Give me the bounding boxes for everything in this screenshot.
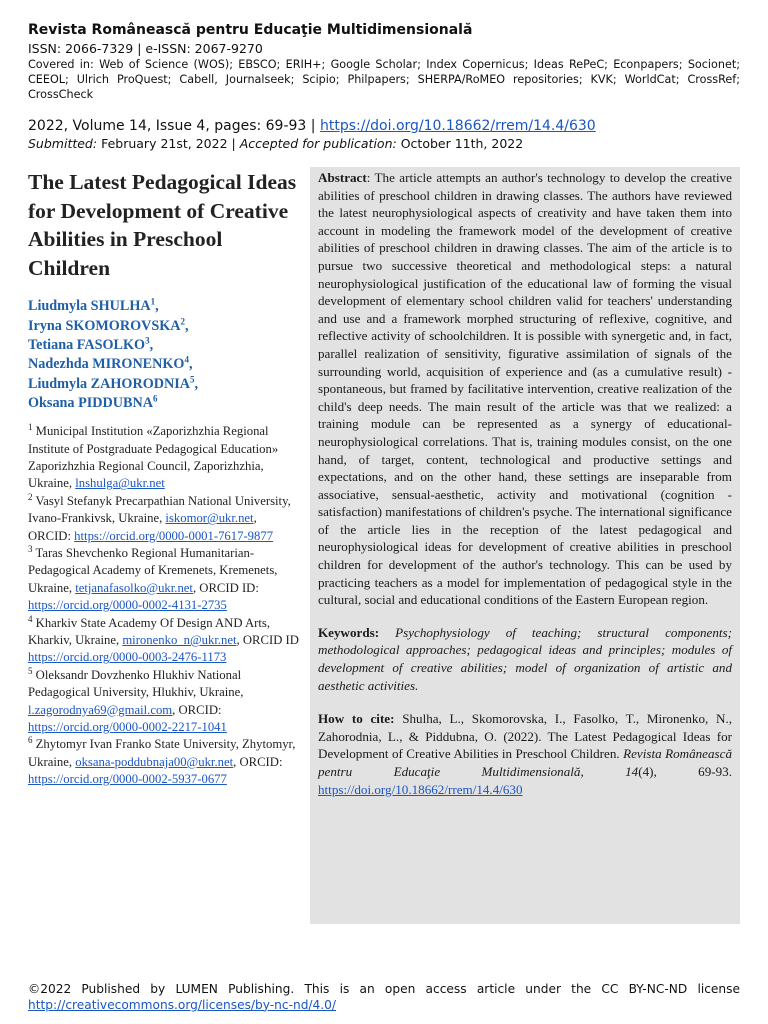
affiliation-number: 3 [28, 543, 33, 554]
author-name: Nadezhda MIRONENKO$^4$, [28, 354, 193, 373]
author-affiliation-number: 2 [180, 315, 186, 326]
author-name-text: Liudmyla ZAHORODNIA [28, 375, 190, 392]
license-link[interactable]: http://creativecommons.org/licenses/by-nc-nd/4.0/ [28, 997, 337, 1012]
author-name-text: Tetiana FASOLKO [28, 336, 146, 353]
email-link[interactable]: oksana-poddubnaja00@ukr.net [75, 754, 234, 769]
author-name-text: Liudmyla SHULHA [28, 298, 151, 315]
orcid-link[interactable]: https://orcid.org/0000-0002-2217-1041 [28, 720, 227, 735]
author-affiliation-number: 6 [152, 393, 158, 404]
footer [28, 982, 740, 1013]
author-name [28, 394, 300, 413]
author-name: Liudmyla SHULHA$^1$, [28, 296, 159, 315]
author-name: Tetiana FASOLKO$^3$, [28, 335, 154, 353]
issn-line: ISSN: 2066-7329 | e-ISSN: 2067-9270 [28, 41, 263, 56]
orcid-link[interactable]: https://orcid.org/0000-0002-4131-2735 [28, 598, 227, 613]
how-to-cite [318, 710, 732, 798]
left-column [28, 168, 300, 789]
submission-dates [28, 136, 740, 151]
affiliation: $^2$ Vasyl Stefanyk Precarpathian National University, Ivano-Frankivsk, Ukraine, iskomor@ukr.net, ORCID: https://orcid.org/0000-0001-7617-9877 [28, 491, 291, 543]
journal-title: Revista Românească pentru Educaţie Multidimensională [28, 22, 473, 38]
volume-info: 2022, Volume 14, Issue 4, pages: 69-93 [28, 118, 307, 134]
email-link[interactable]: l.zagorodnya69@gmail.com [28, 702, 173, 717]
orcid-label: ORCID: [239, 754, 283, 769]
author-name: Iryna SKOMOROVSKA$^2$, [28, 315, 189, 334]
affiliation: $^6$ Zhytomyr Ivan Franko State University, Zhytomyr, Ukraine, oksana-poddubnaja00@ukr.net, ORCID: https://orcid.org/0000-0002-5937-0677 [28, 735, 296, 787]
author-name-text: Oksana PIDDUBNA [28, 394, 153, 411]
author-list [28, 297, 300, 413]
cite-text: Shulha, L., Skomorovska, I., Fasolko, T., Mironenko, N., Zahorodnia, L., & Piddubna, O. (2022). The Latest Pedagogical Ideas for Development of Creative Abilities in Preschool Children. [318, 711, 733, 762]
abstract-label: Abstract [318, 170, 367, 185]
accepted-date: October 11th, 2022 [400, 136, 524, 151]
author-affiliation-number: 5 [190, 373, 195, 384]
affiliation: $^3$ Taras Shevchenko Regional Humanitarian-Pedagogical Academy of Kremenets, Kremenets, Ukraine, tetjanafasolko@ukr.net, ORCID ID: https://orcid.org/0000-0002-4131-2735 [28, 543, 278, 613]
abstract-box [310, 167, 740, 924]
email-link[interactable]: tetjanafasolko@ukr.net [75, 580, 193, 595]
author-name: Liudmyla ZAHORODNIA$^5$, [28, 373, 199, 392]
abstract [318, 169, 732, 609]
orcid-label: ORCID ID: [199, 580, 259, 595]
affiliation-number: 5 [28, 665, 33, 676]
affiliation-text: Oleksandr Dovzhenko Hlukhiv National Pedagogical University, Hlukhiv, Ukraine, [28, 667, 244, 700]
author-name-text: Iryna SKOMOROVSKA [28, 317, 181, 334]
author-affiliation-number: 4 [184, 354, 189, 365]
coverage-list: Covered in: Web of Science (WOS); EBSCO; ERIH+; Google Scholar; Index Copernicus; Ideas RePeC; Econpapers; Socionet; CEEOL; Ulrich ProQuest; Cabell, Journalseek; Scipio; Philpapers; SHERPA/RoMEO repositories; KVK; WorldCat; CrossRef; CrossCheck [28, 58, 740, 101]
orcid-label: ORCID: [178, 702, 222, 717]
affiliation-number: 1 [28, 421, 33, 432]
author-affiliation-number: 3 [145, 335, 150, 346]
license-text: ©2022 Published by LUMEN Publishing. This is an open access article under the CC BY-NC-ND license [28, 982, 740, 996]
email-link[interactable]: iskomor@ukr.net [165, 511, 254, 526]
affiliation-number: 6 [28, 735, 33, 746]
separator: | [306, 118, 320, 134]
keywords [318, 624, 732, 694]
cite-journal: Revista Românească pentru Educaţie Multidimensională, 14 [318, 746, 732, 779]
affiliation-text: Taras Shevchenko Regional Humanitarian-Pedagogical Academy of Kremenets, Kremenets, Ukraine, [28, 546, 278, 595]
author-affiliation-number: 1 [150, 296, 156, 307]
article-title: The Latest Pedagogical Ideas for Development of Creative Abilities in Preschool Children [28, 170, 297, 280]
journal-header [28, 22, 740, 151]
keywords-label: Keywords: [318, 624, 380, 640]
cite-rest: (4), 69-93. [638, 764, 732, 779]
cite-label: How to cite: [318, 711, 395, 727]
orcid-link[interactable]: https://orcid.org/0000-0001-7617-9877 [74, 528, 274, 543]
doi-link[interactable]: https://doi.org/10.18662/rrem/14.4/630 [319, 118, 596, 134]
affiliation-number: 2 [28, 491, 33, 502]
affiliation: $^4$ Kharkiv State Academy Of Design AND Arts, Kharkiv, Ukraine, mironenko_n@ukr.net, ORCID ID https://orcid.org/0000-0003-2476-1173 [28, 613, 299, 665]
orcid-label: ORCID: [28, 528, 71, 543]
orcid-label: ORCID ID [242, 633, 299, 648]
submitted-label: Submitted: [28, 136, 98, 151]
affiliation: $^5$ Oleksandr Dovzhenko Hlukhiv National Pedagogical University, Hlukhiv, Ukraine, l.zagorodnya69@gmail.com, ORCID: https://orcid.org/0000-0002-2217-1041 [28, 665, 244, 735]
affiliation-text: Zhytomyr Ivan Franko State University, Zhytomyr, Ukraine, [28, 737, 296, 769]
affiliation [28, 423, 300, 493]
cite-doi-link[interactable]: https://doi.org/10.18662/rrem/14.4/630 [318, 781, 523, 797]
email-link[interactable]: lnshulga@ukr.net [75, 476, 165, 491]
affiliation-number: 4 [28, 613, 33, 624]
keywords-text: Psychophysiology of teaching; structural components; methodological approaches; pedagogical ideas and principles; modules of development of creative abilities; model of organization of artistic and aesthetic activities. [318, 624, 732, 693]
affiliation-text: Vasyl Stefanyk Precarpathian National University, Ivano-Frankivsk, Ukraine, [28, 493, 291, 526]
separator: | [231, 136, 240, 151]
submitted-date: February 21st, 2022 [101, 136, 228, 151]
abstract-text: : The article attempts an author's technology to develop the creative abilities of preschool children in drawing classes. The authors have reviewed the latest neurophysiological aspects of creativity and have taken them into account in modeling the framework model of the development of creative abilities of preschool children in drawing classes. The aim of the article is to pursue two successive theoretical and methodological steps: a natural neurophysiological justification of the educational law of forming the visual development of elementary school children valid for teachers' understanding and use and a framework morphed structuring of reflexive, cognitive, and reflective activity of schoolchildren. It is possible with synergetic and, in fact, parallel realization of sensitivity, figurative assimilation of signals of the surrounding world, acquisition of experience and (as a cumulative result) - spontaneous, but framed by facilitative intervention, creative realization of the child's deep needs. The main result of the article was that we realized: a training module can be represented as a synergy of educational-neurophysiological correlations. That is, training modules consist, on the one hand, of target, content, technological and productive settings and expectations, and on the other hand, these settings are inseparable from associative, sensual-aesthetic, activity and motivational (cognition - satisfaction) manifestations of children's psyche. The international significance of the article lies in the reception of the latest pedagogical and neurophysiological ideas for development of creative abilities in preschool children for development of the author's technology. This can be used by practicing teachers as a model for implementation of pedagogical style in the cultural, social and educational conditions of the Eastern European region. [318, 170, 732, 608]
accepted-label: Accepted for publication: [239, 136, 397, 151]
orcid-link[interactable]: https://orcid.org/0000-0002-5937-0677 [28, 772, 227, 787]
author-name-text: Nadezhda MIRONENKO [28, 356, 185, 373]
volume-line [28, 118, 740, 134]
affiliation-text: Kharkiv State Academy Of Design AND Arts, Kharkiv, Ukraine, [28, 615, 270, 648]
affiliation-list [28, 423, 300, 789]
email-link[interactable]: mironenko_n@ukr.net [122, 633, 237, 648]
affiliation-text: Municipal Institution «Zaporizhzhia Regional Institute of Postgraduate Pedagogical Education» Zaporizhzhia Regional Council, Zaporizhzhia, Ukraine, [28, 424, 279, 491]
orcid-link[interactable]: https://orcid.org/0000-0003-2476-1173 [28, 650, 227, 665]
